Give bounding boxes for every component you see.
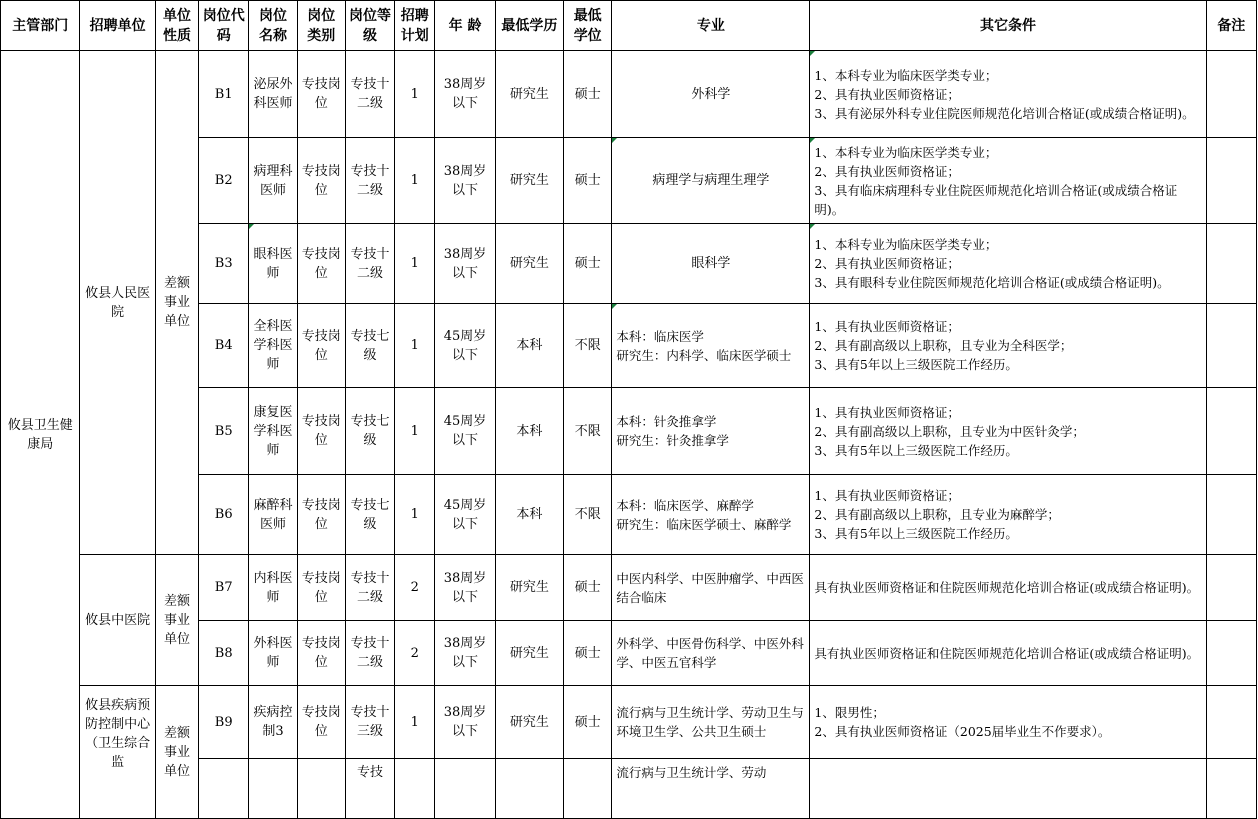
age-cell: 45周岁以下 xyxy=(435,475,495,555)
education-cell: 本科 xyxy=(495,304,563,388)
category-cell: 专技岗位 xyxy=(297,555,345,621)
nature-cell: 差额事业单位 xyxy=(155,555,198,686)
header-category: 岗位类别 xyxy=(297,1,345,51)
degree-cell: 硕士 xyxy=(564,51,612,138)
category-cell: 专技岗位 xyxy=(297,138,345,224)
major-cell: 中医内科学、中医肿瘤学、中西医结合临床 xyxy=(612,555,810,621)
code-cell: B9 xyxy=(199,686,249,759)
major-cell: 流行病与卫生统计学、劳动 xyxy=(612,759,810,819)
conditions-cell: 具有执业医师资格证和住院医师规范化培训合格证(或成绩合格证明)。 xyxy=(810,555,1206,621)
conditions-cell xyxy=(810,759,1206,819)
level-cell: 专技十二级 xyxy=(345,138,394,224)
plan-cell: 2 xyxy=(395,555,435,621)
degree-cell: 不限 xyxy=(564,475,612,555)
post-cell: 病理科医师 xyxy=(249,138,297,224)
remarks-cell xyxy=(1206,138,1256,224)
remarks-cell xyxy=(1206,304,1256,388)
conditions-cell: 1、具有执业医师资格证； 2、具有副高级以上职称，且专业为全科医学； 3、具有5年以上三级医院工作经历。 xyxy=(810,304,1206,388)
code-cell: B5 xyxy=(199,388,249,475)
level-cell: 专技七级 xyxy=(345,304,394,388)
age-cell: 45周岁以下 xyxy=(435,304,495,388)
plan-cell: 1 xyxy=(395,475,435,555)
degree-cell: 不限 xyxy=(564,304,612,388)
level-cell: 专技十二级 xyxy=(345,224,394,304)
major-cell: 本科：针灸推拿学 研究生：针灸推拿学 xyxy=(612,388,810,475)
header-remarks: 备注 xyxy=(1206,1,1256,51)
major-cell: 流行病与卫生统计学、劳动卫生与环境卫生学、公共卫生硕士 xyxy=(612,686,810,759)
code-cell xyxy=(199,759,249,819)
education-cell: 研究生 xyxy=(495,555,563,621)
age-cell: 38周岁以下 xyxy=(435,555,495,621)
header-degree: 最低学位 xyxy=(564,1,612,51)
education-cell: 研究生 xyxy=(495,138,563,224)
remarks-cell xyxy=(1206,686,1256,759)
degree-cell: 硕士 xyxy=(564,555,612,621)
major-cell: 本科：临床医学 研究生：内科学、临床医学硕士 xyxy=(612,304,810,388)
education-cell: 研究生 xyxy=(495,51,563,138)
conditions-cell: 1、本科专业为临床医学类专业； 2、具有执业医师资格证； 3、具有泌尿外科专业住院医师规范化培训合格证(或成绩合格证明)。 xyxy=(810,51,1206,138)
degree-cell: 硕士 xyxy=(564,224,612,304)
degree-cell xyxy=(564,759,612,819)
post-cell xyxy=(249,759,297,819)
age-cell: 38周岁以下 xyxy=(435,621,495,686)
conditions-cell: 1、本科专业为临床医学类专业； 2、具有执业医师资格证； 3、具有临床病理科专业住院医师规范化培训合格证(或成绩合格证明)。 xyxy=(810,138,1206,224)
remarks-cell xyxy=(1206,759,1256,819)
post-cell: 疾病控制3 xyxy=(249,686,297,759)
header-age: 年 龄 xyxy=(435,1,495,51)
header-post: 岗位名称 xyxy=(249,1,297,51)
post-cell: 内科医师 xyxy=(249,555,297,621)
plan-cell: 1 xyxy=(395,138,435,224)
level-cell: 专技七级 xyxy=(345,388,394,475)
age-cell: 38周岁以下 xyxy=(435,686,495,759)
header-code: 岗位代码 xyxy=(199,1,249,51)
age-cell xyxy=(435,759,495,819)
post-cell: 眼科医师 xyxy=(249,224,297,304)
header-department: 主管部门 xyxy=(1,1,80,51)
header-education: 最低学历 xyxy=(495,1,563,51)
major-cell: 本科：临床医学、麻醉学 研究生：临床医学硕士、麻醉学 xyxy=(612,475,810,555)
header-plan: 招聘计划 xyxy=(395,1,435,51)
category-cell: 专技岗位 xyxy=(297,621,345,686)
major-cell: 眼科学 xyxy=(612,224,810,304)
code-cell: B4 xyxy=(199,304,249,388)
table-row xyxy=(1,555,1257,621)
category-cell: 专技岗位 xyxy=(297,686,345,759)
plan-cell: 1 xyxy=(395,51,435,138)
table-row xyxy=(1,51,1257,138)
major-cell: 外科学 xyxy=(612,51,810,138)
age-cell: 38周岁以下 xyxy=(435,138,495,224)
unit-cell: 攸县疾病预防控制中心（卫生综合监 xyxy=(80,686,155,819)
degree-cell: 硕士 xyxy=(564,138,612,224)
level-cell: 专技十二级 xyxy=(345,555,394,621)
age-cell: 38周岁以下 xyxy=(435,224,495,304)
category-cell: 专技岗位 xyxy=(297,475,345,555)
level-cell: 专技十三级 xyxy=(345,686,394,759)
header-nature: 单位性质 xyxy=(155,1,198,51)
header-major: 专业 xyxy=(612,1,810,51)
unit-cell: 攸县人民医院 xyxy=(80,51,155,555)
degree-cell: 硕士 xyxy=(564,621,612,686)
conditions-cell: 1、本科专业为临床医学类专业； 2、具有执业医师资格证； 3、具有眼科专业住院医师规范化培训合格证(或成绩合格证明)。 xyxy=(810,224,1206,304)
plan-cell: 1 xyxy=(395,388,435,475)
post-cell: 泌尿外科医师 xyxy=(249,51,297,138)
education-cell xyxy=(495,759,563,819)
post-cell: 外科医师 xyxy=(249,621,297,686)
education-cell: 本科 xyxy=(495,475,563,555)
header-conditions: 其它条件 xyxy=(810,1,1206,51)
age-cell: 38周岁以下 xyxy=(435,51,495,138)
education-cell: 研究生 xyxy=(495,621,563,686)
unit-cell: 攸县中医院 xyxy=(80,555,155,686)
education-cell: 本科 xyxy=(495,388,563,475)
level-cell: 专技七级 xyxy=(345,475,394,555)
plan-cell: 1 xyxy=(395,224,435,304)
conditions-cell: 1、限男性； 2、具有执业医师资格证（2025届毕业生不作要求）。 xyxy=(810,686,1206,759)
header-row xyxy=(1,1,1257,51)
code-cell: B2 xyxy=(199,138,249,224)
table-row xyxy=(1,686,1257,759)
code-cell: B7 xyxy=(199,555,249,621)
post-cell: 全科医学科医师 xyxy=(249,304,297,388)
header-unit: 招聘单位 xyxy=(80,1,155,51)
education-cell: 研究生 xyxy=(495,686,563,759)
plan-cell: 1 xyxy=(395,304,435,388)
category-cell: 专技岗位 xyxy=(297,51,345,138)
category-cell: 专技岗位 xyxy=(297,304,345,388)
category-cell: 专技岗位 xyxy=(297,388,345,475)
degree-cell: 不限 xyxy=(564,388,612,475)
remarks-cell xyxy=(1206,475,1256,555)
code-cell: B1 xyxy=(199,51,249,138)
post-cell: 麻醉科医师 xyxy=(249,475,297,555)
code-cell: B3 xyxy=(199,224,249,304)
header-level: 岗位等级 xyxy=(345,1,394,51)
remarks-cell xyxy=(1206,621,1256,686)
nature-cell: 差额事业单位 xyxy=(155,51,198,555)
post-cell: 康复医学科医师 xyxy=(249,388,297,475)
level-cell: 专技十二级 xyxy=(345,51,394,138)
department-cell: 攸县卫生健康局 xyxy=(1,51,80,819)
conditions-cell: 具有执业医师资格证和住院医师规范化培训合格证(或成绩合格证明)。 xyxy=(810,621,1206,686)
remarks-cell xyxy=(1206,51,1256,138)
level-cell: 专技 xyxy=(345,759,394,819)
age-cell: 45周岁以下 xyxy=(435,388,495,475)
degree-cell: 硕士 xyxy=(564,686,612,759)
remarks-cell xyxy=(1206,555,1256,621)
conditions-cell: 1、具有执业医师资格证； 2、具有副高级以上职称，且专业为麻醉学； 3、具有5年以上三级医院工作经历。 xyxy=(810,475,1206,555)
code-cell: B8 xyxy=(199,621,249,686)
plan-cell: 2 xyxy=(395,621,435,686)
category-cell: 专技岗位 xyxy=(297,224,345,304)
category-cell xyxy=(297,759,345,819)
remarks-cell xyxy=(1206,388,1256,475)
level-cell: 专技十二级 xyxy=(345,621,394,686)
major-cell: 外科学、中医骨伤科学、中医外科学、中医五官科学 xyxy=(612,621,810,686)
plan-cell xyxy=(395,759,435,819)
education-cell: 研究生 xyxy=(495,224,563,304)
code-cell: B6 xyxy=(199,475,249,555)
conditions-cell: 1、具有执业医师资格证； 2、具有副高级以上职称，且专业为中医针灸学； 3、具有5年以上三级医院工作经历。 xyxy=(810,388,1206,475)
major-cell: 病理学与病理生理学 xyxy=(612,138,810,224)
remarks-cell xyxy=(1206,224,1256,304)
nature-cell: 差额事业单位 xyxy=(155,686,198,819)
plan-cell: 1 xyxy=(395,686,435,759)
